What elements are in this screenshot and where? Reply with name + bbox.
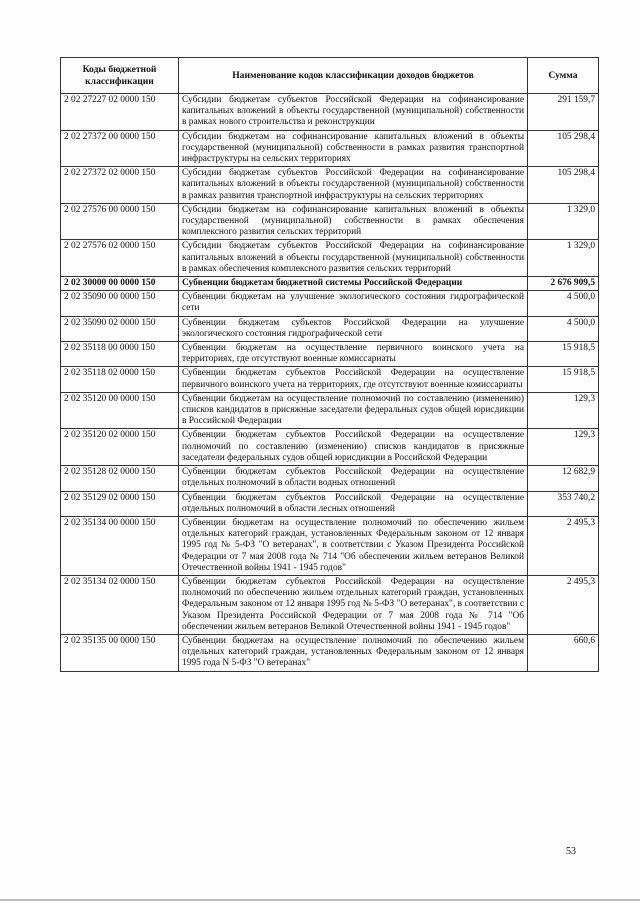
table-row xyxy=(61,240,599,277)
row-name: Субвенции бюджетам бюджетной системы Российской Федерации xyxy=(179,277,528,291)
row-amount: 660,6 xyxy=(528,634,599,671)
row-code: 2 02 35134 00 0000 150 xyxy=(61,516,179,575)
table-row xyxy=(61,277,599,291)
row-amount: 15 918,5 xyxy=(528,367,599,392)
table-row xyxy=(61,491,599,516)
table-row xyxy=(61,167,599,204)
row-name: Субсидии бюджетам субъектов Российской Федерации на софинансирование капитальных вложений в объекты государственной (муниципальной) собственности в рамках обеспечения комплексного развития сельских территорий xyxy=(179,240,528,277)
row-code: 2 02 35128 02 0000 150 xyxy=(61,466,179,491)
row-name: Субсидии бюджетам на софинансирование капитальных вложений в объекты государственной (муниципальной) собственности в рамках развития транспортной инфраструктуры на сельских территориях xyxy=(179,130,528,167)
row-code: 2 02 27372 02 0000 150 xyxy=(61,167,179,204)
row-name: Субвенции бюджетам субъектов Российской Федерации на осуществление полномочий по составлению (изменению) списков кандидатов в присяжные заседатели федеральных судов общей юрисдикции в Российской Федерации xyxy=(179,429,528,466)
table-row xyxy=(61,203,599,240)
table-row xyxy=(61,429,599,466)
row-code: 2 02 35120 02 0000 150 xyxy=(61,429,179,466)
row-amount: 4 500,0 xyxy=(528,316,599,341)
row-amount: 291 159,7 xyxy=(528,94,599,131)
row-code: 2 02 35118 02 0000 150 xyxy=(61,367,179,392)
table-header-row xyxy=(61,58,599,94)
row-amount: 1 329,0 xyxy=(528,203,599,240)
row-name: Субсидии бюджетам на софинансирование капитальных вложений в объекты государственной (муниципальной) собственности в рамках обеспечения комплексного развития сельских территорий xyxy=(179,203,528,240)
row-amount: 129,3 xyxy=(528,392,599,429)
row-code: 2 02 35090 02 0000 150 xyxy=(61,316,179,341)
table-row xyxy=(61,94,599,131)
row-code: 2 02 35135 00 0000 150 xyxy=(61,634,179,671)
scan-edge-line xyxy=(0,899,640,901)
row-amount: 129,3 xyxy=(528,429,599,466)
row-code: 2 02 35129 02 0000 150 xyxy=(61,491,179,516)
row-code: 2 02 27372 00 0000 150 xyxy=(61,130,179,167)
row-name: Субвенции бюджетам на улучшение экологического состояния гидрографической сети xyxy=(179,291,528,316)
page-number: 53 xyxy=(566,846,576,857)
table-row xyxy=(61,367,599,392)
row-code: 2 02 27227 02 0000 150 xyxy=(61,94,179,131)
table-row xyxy=(61,516,599,575)
row-amount: 2 495,3 xyxy=(528,516,599,575)
table-row xyxy=(61,316,599,341)
row-code: 2 02 27576 00 0000 150 xyxy=(61,203,179,240)
row-amount: 105 298,4 xyxy=(528,130,599,167)
table-row xyxy=(61,130,599,167)
row-amount: 4 500,0 xyxy=(528,291,599,316)
header-name: Наименование кодов классификации доходов бюджетов xyxy=(179,58,528,94)
table-row xyxy=(61,291,599,316)
row-code: 2 02 35118 00 0000 150 xyxy=(61,342,179,367)
row-code: 2 02 35134 02 0000 150 xyxy=(61,575,179,634)
row-name: Субвенции бюджетам на осуществление первичного воинского учета на территориях, где отсутствуют военные комиссариаты xyxy=(179,342,528,367)
header-amount: Сумма xyxy=(528,58,599,94)
row-name: Субвенции бюджетам субъектов Российской Федерации на осуществление отдельных полномочий в области лесных отношений xyxy=(179,491,528,516)
row-code: 2 02 27576 02 0000 150 xyxy=(61,240,179,277)
table-row xyxy=(61,634,599,671)
table-row xyxy=(61,392,599,429)
row-amount: 353 740,2 xyxy=(528,491,599,516)
row-code: 2 02 35090 00 0000 150 xyxy=(61,291,179,316)
row-name: Субвенции бюджетам субъектов Российской Федерации на улучшение экологического состояния гидрографической сети xyxy=(179,316,528,341)
header-code: Коды бюджетной классификации xyxy=(61,58,179,94)
row-name: Субвенции бюджетам субъектов Российской Федерации на осуществление отдельных полномочий в области водных отношений xyxy=(179,466,528,491)
row-name: Субвенции бюджетам на осуществление полномочий по обеспечению жильем отдельных категорий граждан, установленных Федеральным законом от 12 января 1995 года N 5-ФЗ "О ветеранах" xyxy=(179,634,528,671)
row-amount: 12 682,9 xyxy=(528,466,599,491)
row-amount: 2 676 909,5 xyxy=(528,277,599,291)
table-row xyxy=(61,575,599,634)
row-name: Субвенции бюджетам на осуществление полномочий по составлению (изменению) списков кандидатов в присяжные заседатели федеральных судов общей юрисдикции в Российской Федерации xyxy=(179,392,528,429)
row-amount: 15 918,5 xyxy=(528,342,599,367)
row-code: 2 02 35120 00 0000 150 xyxy=(61,392,179,429)
row-amount: 1 329,0 xyxy=(528,240,599,277)
budget-classification-table xyxy=(60,57,599,672)
row-name: Субвенции бюджетам субъектов Российской Федерации на осуществление первичного воинского учета на территориях, где отсутствуют военные комиссариаты xyxy=(179,367,528,392)
row-amount: 2 495,3 xyxy=(528,575,599,634)
table-row xyxy=(61,342,599,367)
table-row xyxy=(61,466,599,491)
row-name: Субвенции бюджетам на осуществление полномочий по обеспечению жильем отдельных категорий граждан, установленных Федеральным законом от 12 января 1995 год № 5-ФЗ "О ветеранах", в соответствии с Указом Президента Российской Федерации от 7 мая 2008 года № 714 "Об обеспечении жильем ветеранов Великой Отечественной войны 1941 - 1945 годов" xyxy=(179,516,528,575)
row-name: Субсидии бюджетам субъектов Российской Федерации на софинансирование капитальных вложений в объекты государственной (муниципальной) собственности в рамках развития транспортной инфраструктуры на сельских территориях xyxy=(179,167,528,204)
row-name: Субсидии бюджетам субъектов Российской Федерации на софинансирование капитальных вложений в объекты государственной (муниципальной) собственности в рамках нового строительства и реконструкции xyxy=(179,94,528,131)
row-amount: 105 298,4 xyxy=(528,167,599,204)
row-name: Субвенции бюджетам субъектов Российской Федерации на осуществление полномочий по обеспечению жильем отдельных категорий граждан, установленных Федеральным законом от 12 января 1995 год № 5-ФЗ "О ветеранах", в соответствии с Указом Президента Российской Федерации от 7 мая 2008 года № 714 "Об обеспечении жильем ветеранов Великой Отечественной войны 1941 - 1945 годов" xyxy=(179,575,528,634)
row-code: 2 02 30000 00 0000 150 xyxy=(61,277,179,291)
